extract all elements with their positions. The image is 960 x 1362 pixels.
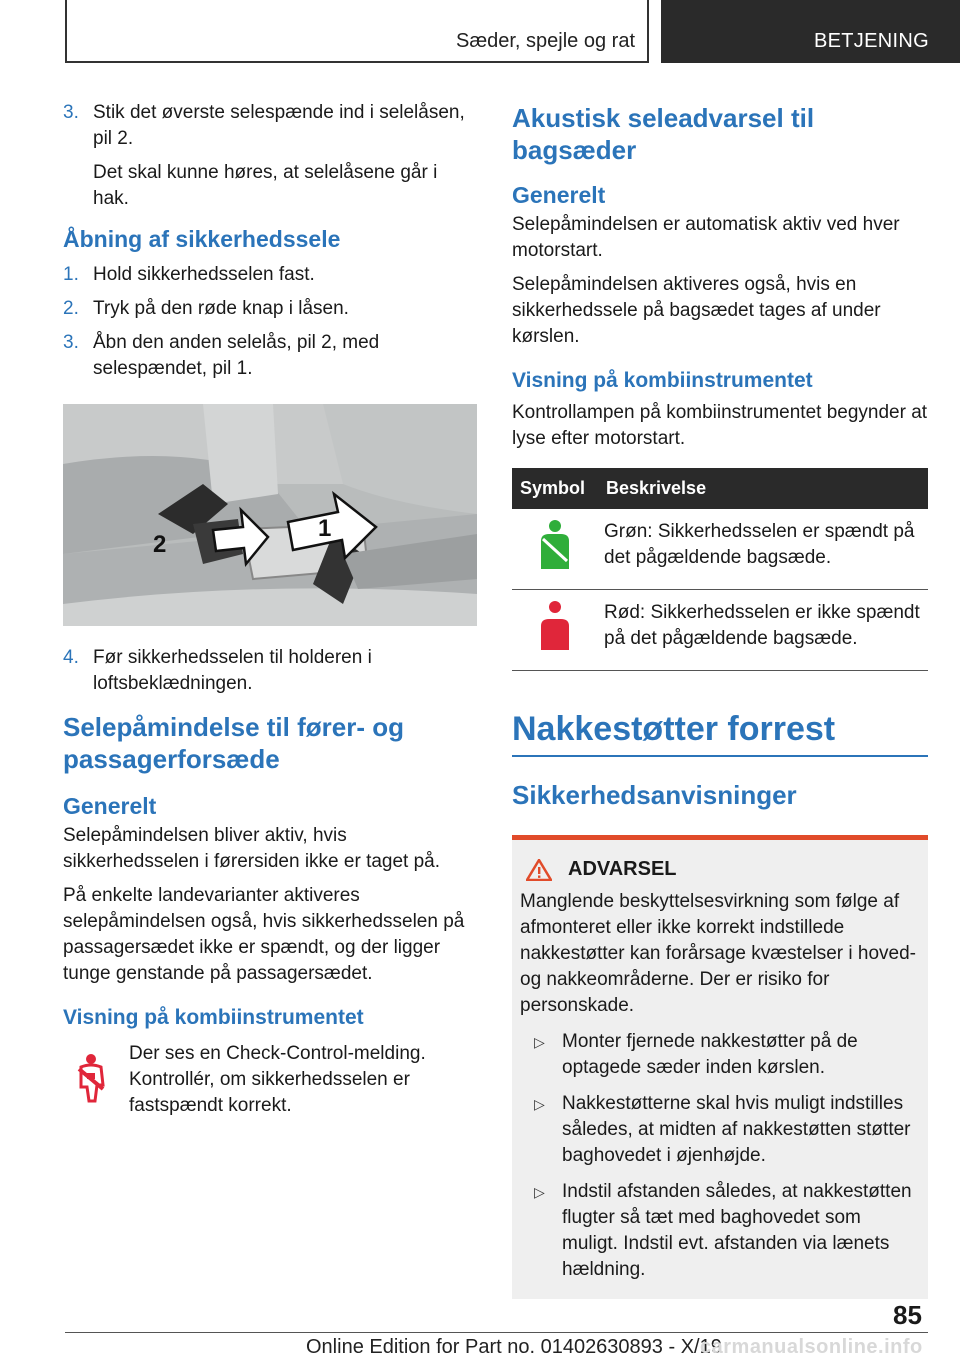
step-number: 1. [63,264,79,285]
bullet-text: Nakkestøtterne skal hvis muligt indstilles således, at midten af nakkestøtten støtter baghovedet i øjenhøjde. [562,1093,911,1166]
photo-label-2: 2 [153,531,167,558]
bullet-triangle-icon: ▷ [534,1034,545,1050]
description-cell: Rød: Sikkerhedsselen er ikke spændt på det pågældende bagsæde. [598,590,928,671]
photo-label-1: 1 [318,515,332,542]
check-control-indicator [63,1041,477,1119]
display-heading: Visning på kombiinstrumentet [512,369,813,392]
reminder-heading: Selepåmindelse til fører- og passagerforsæde [63,712,404,774]
bullet-triangle-icon: ▷ [534,1096,545,1112]
right-column [512,100,928,1299]
seatbelt-buckle-photo [63,404,477,626]
list-item [520,1091,920,1169]
table-row [512,509,928,590]
step-item [63,296,477,322]
bullet-text: Monter fjernede nakkestøtter på de optagede sæder inden kørslen. [562,1031,858,1078]
step-number: 3. [63,102,79,123]
display-heading: Visning på kombiinstrumentet [63,1006,364,1029]
warning-label: ADVARSEL [568,858,677,880]
list-item [520,1029,920,1081]
general-paragraph: Selepåmindelsen aktiveres også, hvis en sikkerhedssele på bagsædet tages af under kørslen. [512,274,881,347]
general-heading: Generelt [512,182,606,208]
general-paragraph: På enkelte landevarianter aktiveres selepåmindelsen også, hvis sikkerhedsselen på passagersædet ikke er spændt, og der ligger tunge genstande på passagersædet. [63,885,465,984]
step-number: 4. [63,647,79,668]
step-text: Stik det øverste selespænde ind i selelåsen, pil 2. [93,102,465,149]
footer-divider [65,1332,928,1333]
headrest-heading: Nakkestøtter forrest [512,709,928,757]
symbol-cell [512,590,598,671]
step-item [63,262,477,288]
step-note: Det skal kunne høres, at selelåsene går i hak. [93,162,438,209]
header-section-box [65,0,649,63]
column-header-symbol: Symbol [512,468,598,509]
general-paragraph: Selepåmindelsen bliver aktiv, hvis sikkerhedsselen i førersiden ikke er taget på. [63,825,441,872]
step-text: Tryk på den røde knap i låsen. [93,298,349,319]
edition-text: Online Edition for Part no. 01402630893 - X/19 [306,1336,722,1358]
acoustic-heading: Akustisk seleadvarsel til bagsæder [512,103,815,165]
section-title: Sæder, spejle og rat [456,30,635,52]
symbol-cell [512,509,598,590]
display-description: Der ses en Check-Control-melding. Kontrollér, om sikkerhedsselen er fastspændt korrekt. [129,1043,426,1116]
list-item [520,1179,920,1283]
general-heading: Generelt [63,793,157,819]
step-item [63,330,477,382]
page-number: 85 [893,1300,922,1330]
watermark: carmanualsonline.info [700,1336,923,1358]
opening-heading: Åbning af sikkerhedssele [63,226,341,252]
step-item [63,100,477,152]
warning-text: Manglende beskyttelsesvirkning som følge af afmonteret eller ikke korrekt indstillede nakkestøtter kan forårsage kvæstelser i hoved- og nakkeområderne. Der er risiko for personskade. [520,891,917,1016]
column-header-description: Beskrivelse [598,468,928,509]
step-text: Åbn den anden selelås, pil 2, med selespændet, pil 1. [93,332,380,379]
warning-box [512,835,928,1299]
description-cell: Grøn: Sikkerhedsselen er spændt på det pågældende bagsæde. [598,509,928,590]
warning-header [520,858,920,881]
left-column [63,100,477,1127]
green-seat-occupant-icon [537,519,573,571]
general-paragraph: Selepåmindelsen er automatisk aktiv ved hver motorstart. [512,214,900,261]
warning-triangle-icon [526,859,552,881]
seatbelt-warning-icon [69,1053,113,1103]
safety-heading: Sikkerhedsanvisninger [512,780,797,810]
step-text: Hold sikkerhedsselen fast. [93,264,315,285]
step-text: Før sikkerhedsselen til holderen i loftsbeklædningen. [93,647,372,694]
bullet-triangle-icon: ▷ [534,1184,545,1200]
step-number: 3. [63,332,79,353]
table-header-row [512,468,928,509]
chapter-tab[interactable] [661,0,960,63]
display-description: Kontrollampen på kombiinstrumentet begynder at lyse efter motorstart. [512,402,928,449]
red-seat-occupant-icon [537,600,573,652]
step-number: 2. [63,298,79,319]
table-row [512,590,928,671]
chapter-label: BETJENING [814,30,929,52]
symbol-table [512,468,928,671]
bullet-text: Indstil afstanden således, at nakkestøtten flugter så tæt med baghovedet som muligt. Indstil evt. afstanden via lænets hældning. [562,1181,912,1280]
step-item [63,645,477,697]
